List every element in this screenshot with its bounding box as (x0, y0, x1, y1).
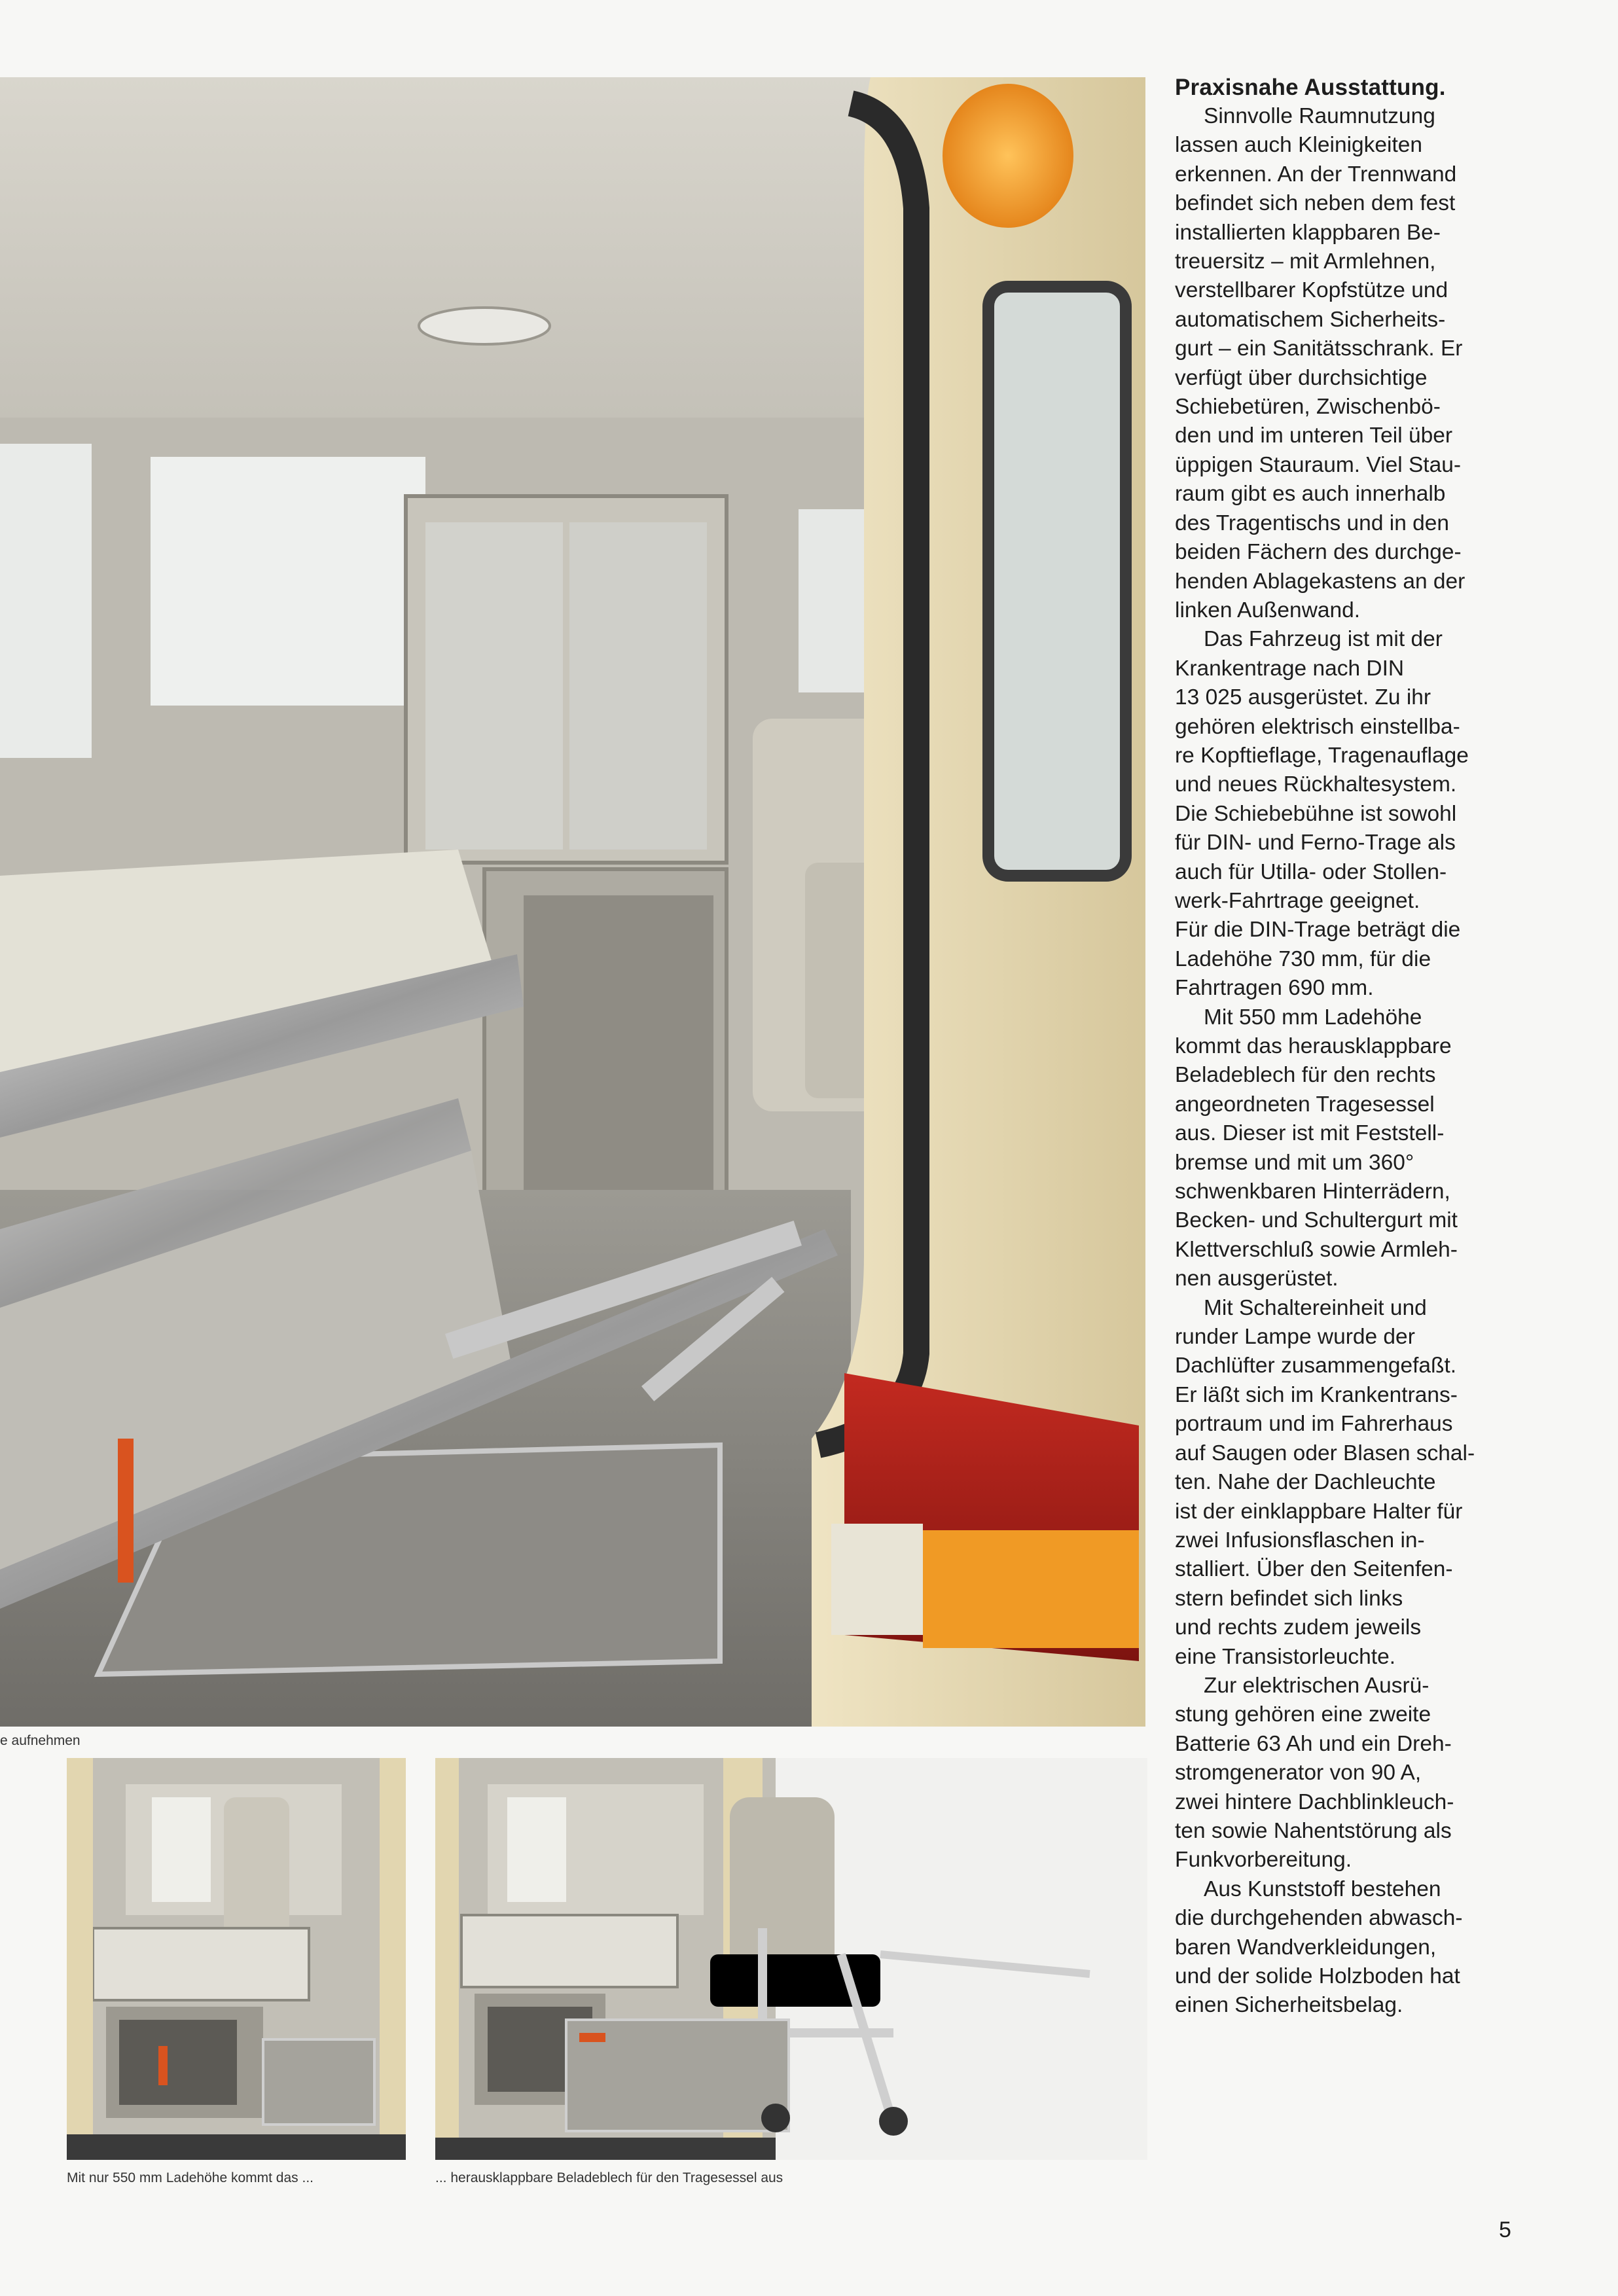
main-photo-ambulance-interior (0, 77, 1145, 1727)
page-number: 5 (1499, 2217, 1511, 2242)
article-text-column (1175, 73, 1502, 2020)
thumbnail-2-caption: ... herausklappbare Beladeblech für den Tragesessel aus (435, 2170, 783, 2185)
article-paragraph: Mit Schaltereinheit und runder Lampe wurde der Dachlüfter zusammengefaßt. Er läßt sich im Krankentrans- portraum und im Fahrerhaus auf Saugen oder Blasen schal- ten. Nahe der Dachleuchte ist der einklappbare Halter für zwei Infusionsflaschen in- stalliert. Über den Seitenfen- stern befindet sich links und rechts zudem jeweils eine Transistorleuchte. (1175, 1295, 1475, 1669)
main-photo-caption: e aufnehmen (0, 1733, 81, 1748)
article-heading: Praxisnahe Ausstattung. (1175, 75, 1446, 100)
article-paragraph: Sinnvolle Raumnutzung lassen auch Kleinigkeiten erkennen. An der Trennwand befindet sich neben dem fest installierten klappbaren Be- treuersitz – mit Armlehnen, verstellbarer Kopfstütze und automatischem Sicherheits- gurt – ein Sanitätsschrank. Er verfügt über durchsichtige Schiebetüren, Zwischenbö- den und im unteren Teil über üppigen Stauraum. Viel Stau- raum gibt es auch innerhalb des Tragentischs und in den beiden Fächern des durchge- henden Ablagekastens an der linken Außenwand. (1175, 104, 1465, 622)
article-paragraph: Mit 550 mm Ladehöhe kommt das herausklappbare Beladeblech für den rechts angeordneten Tragesessel aus. Dieser ist mit Feststell- bremse und mit um 360° schwenkbaren Hinterrädern, Becken- und Schultergurt mit Klettverschluß sowie Armleh- nen ausgerüstet. (1175, 1005, 1458, 1291)
article-paragraph: Zur elektrischen Ausrü- stung gehören eine zweite Batterie 63 Ah und ein Dreh- stromgenerator von 90 A, zwei hintere Dachblinkleuch- ten sowie Nahentstörung als Funkvorbereitung. (1175, 1673, 1454, 1873)
article-paragraph: Das Fahrzeug ist mit der Krankentrage nach DIN 13 025 ausgerüstet. Zu ihr gehören elektrisch einstellba- re Kopftieflage, Tragenauflage und neues Rückhaltesystem. Die Schiebebühne ist sowohl für DIN- und Ferno-Trage als auch für Utilla- oder Stollen- werk-Fahrtrage geeignet. Für die DIN-Trage beträgt die Ladehöhe 730 mm, für die Fahrtragen 690 mm. (1175, 627, 1469, 1001)
thumbnail-photo-stretcher-loading (67, 1758, 406, 2160)
thumbnail-1-caption: Mit nur 550 mm Ladehöhe kommt das ... (67, 2170, 314, 2185)
thumbnail-photo-carry-chair (435, 1758, 1147, 2160)
article-paragraph: Aus Kunststoff bestehen die durchgehenden abwasch- baren Wandverkleidungen, und der solide Holzboden hat einen Sicherheitsbelag. (1175, 1876, 1463, 2018)
